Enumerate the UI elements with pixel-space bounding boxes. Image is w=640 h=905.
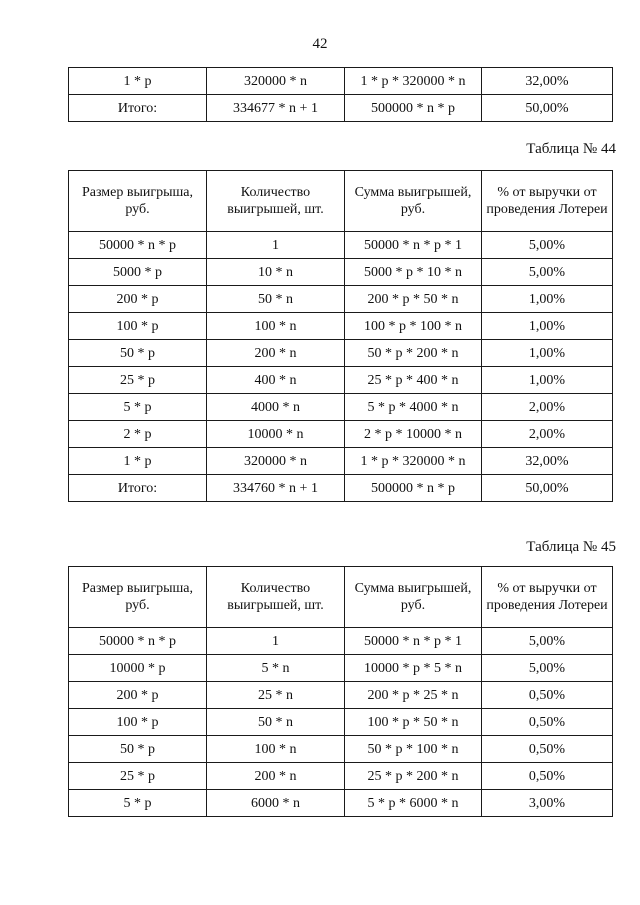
cell-prize-count: 200 * n [207,763,345,790]
cell-revenue-percent: 2,00% [482,421,613,448]
cell-prize-sum: 500000 * n * p [345,95,482,122]
cell-prize-sum: 5000 * p * 10 * n [345,259,482,286]
cell-prize-count: 400 * n [207,367,345,394]
cell-prize-size: 2 * p [69,421,207,448]
header-prize-size: Размер выигрыша, руб. [69,567,207,628]
cell-revenue-percent: 32,00% [482,448,613,475]
cell-prize-count: 50 * n [207,286,345,313]
table-row [69,682,613,709]
cell-prize-sum: 10000 * p * 5 * n [345,655,482,682]
table-row [69,313,613,340]
header-prize-size: Размер выигрыша, руб. [69,171,207,232]
cell-prize-sum: 5 * p * 4000 * n [345,394,482,421]
cell-prize-size: Итого: [69,95,207,122]
cell-prize-size: 50 * p [69,736,207,763]
cell-prize-count: 1 [207,232,345,259]
table-row [69,421,613,448]
cell-prize-size: 1 * p [69,68,207,95]
cell-prize-size: 5 * p [69,790,207,817]
cell-prize-count: 320000 * n [207,68,345,95]
cell-revenue-percent: 0,50% [482,709,613,736]
cell-prize-count: 10 * n [207,259,345,286]
table-row [69,367,613,394]
table-row [69,259,613,286]
cell-prize-size: 10000 * p [69,655,207,682]
header-prize-count: Количество выигрышей, шт. [207,567,345,628]
cell-prize-count: 100 * n [207,736,345,763]
cell-revenue-percent: 32,00% [482,68,613,95]
cell-prize-size: 200 * p [69,286,207,313]
cell-prize-count: 10000 * n [207,421,345,448]
cell-prize-count: 6000 * n [207,790,345,817]
cell-prize-sum: 50000 * n * p * 1 [345,232,482,259]
cell-prize-count: 334760 * n + 1 [207,475,345,502]
table-row [69,763,613,790]
cell-revenue-percent: 5,00% [482,655,613,682]
cell-revenue-percent: 3,00% [482,790,613,817]
table-row [69,709,613,736]
prize-table-44-body [69,232,613,502]
cell-prize-size: 50 * p [69,340,207,367]
cell-prize-size: 5000 * p [69,259,207,286]
cell-prize-sum: 25 * p * 400 * n [345,367,482,394]
cell-revenue-percent: 1,00% [482,313,613,340]
table-44-caption: Таблица № 44 [526,141,616,157]
cell-revenue-percent: 50,00% [482,95,613,122]
table-header-row [69,171,613,232]
cell-prize-sum: 200 * p * 50 * n [345,286,482,313]
table-row [69,736,613,763]
cell-prize-count: 4000 * n [207,394,345,421]
cell-revenue-percent: 5,00% [482,232,613,259]
cell-revenue-percent: 0,50% [482,763,613,790]
cell-prize-sum: 50000 * n * p * 1 [345,628,482,655]
cell-prize-sum: 100 * p * 50 * n [345,709,482,736]
cell-prize-sum: 2 * p * 10000 * n [345,421,482,448]
table-row [69,68,613,95]
cell-prize-size: Итого: [69,475,207,502]
prize-table-45-body [69,628,613,817]
header-revenue-percent: % от выручки от проведения Лотереи [482,567,613,628]
table-row [69,448,613,475]
table-row [69,340,613,367]
cell-prize-sum: 500000 * n * p [345,475,482,502]
header-prize-sum: Сумма выигрышей, руб. [345,567,482,628]
table-row [69,628,613,655]
cell-prize-size: 25 * p [69,367,207,394]
cell-revenue-percent: 50,00% [482,475,613,502]
cell-prize-sum: 50 * p * 100 * n [345,736,482,763]
table-header-row [69,567,613,628]
prize-table-45 [68,566,613,817]
cell-prize-count: 100 * n [207,313,345,340]
cell-revenue-percent: 0,50% [482,736,613,763]
cell-prize-size: 100 * p [69,709,207,736]
cell-prize-count: 320000 * n [207,448,345,475]
cell-revenue-percent: 2,00% [482,394,613,421]
table-row [69,475,613,502]
table-row [69,655,613,682]
cell-prize-count: 25 * n [207,682,345,709]
cell-revenue-percent: 5,00% [482,628,613,655]
cell-prize-size: 25 * p [69,763,207,790]
header-revenue-percent: % от выручки от проведения Лотереи [482,171,613,232]
cell-prize-count: 334677 * n + 1 [207,95,345,122]
cell-prize-sum: 1 * p * 320000 * n [345,68,482,95]
cell-prize-sum: 1 * p * 320000 * n [345,448,482,475]
cell-prize-sum: 200 * p * 25 * n [345,682,482,709]
cell-revenue-percent: 5,00% [482,259,613,286]
table-row [69,232,613,259]
cell-revenue-percent: 1,00% [482,286,613,313]
header-prize-count: Количество выигрышей, шт. [207,171,345,232]
table-45-caption: Таблица № 45 [526,539,616,555]
prize-table-44 [68,170,613,502]
prize-table-continued [68,67,613,122]
cell-prize-count: 1 [207,628,345,655]
cell-prize-count: 50 * n [207,709,345,736]
cell-prize-size: 200 * p [69,682,207,709]
cell-prize-sum: 5 * p * 6000 * n [345,790,482,817]
cell-prize-size: 50000 * n * p [69,628,207,655]
cell-revenue-percent: 0,50% [482,682,613,709]
table-row [69,286,613,313]
prize-table-continued-body [69,68,613,122]
cell-prize-size: 100 * p [69,313,207,340]
table-row [69,394,613,421]
cell-revenue-percent: 1,00% [482,367,613,394]
header-prize-sum: Сумма выигрышей, руб. [345,171,482,232]
table-row [69,790,613,817]
page-number: 42 [312,36,328,52]
cell-prize-sum: 25 * p * 200 * n [345,763,482,790]
cell-prize-size: 50000 * n * p [69,232,207,259]
cell-prize-sum: 100 * p * 100 * n [345,313,482,340]
cell-prize-sum: 50 * p * 200 * n [345,340,482,367]
cell-prize-size: 5 * p [69,394,207,421]
cell-prize-count: 200 * n [207,340,345,367]
table-row [69,95,613,122]
cell-revenue-percent: 1,00% [482,340,613,367]
cell-prize-size: 1 * p [69,448,207,475]
cell-prize-count: 5 * n [207,655,345,682]
